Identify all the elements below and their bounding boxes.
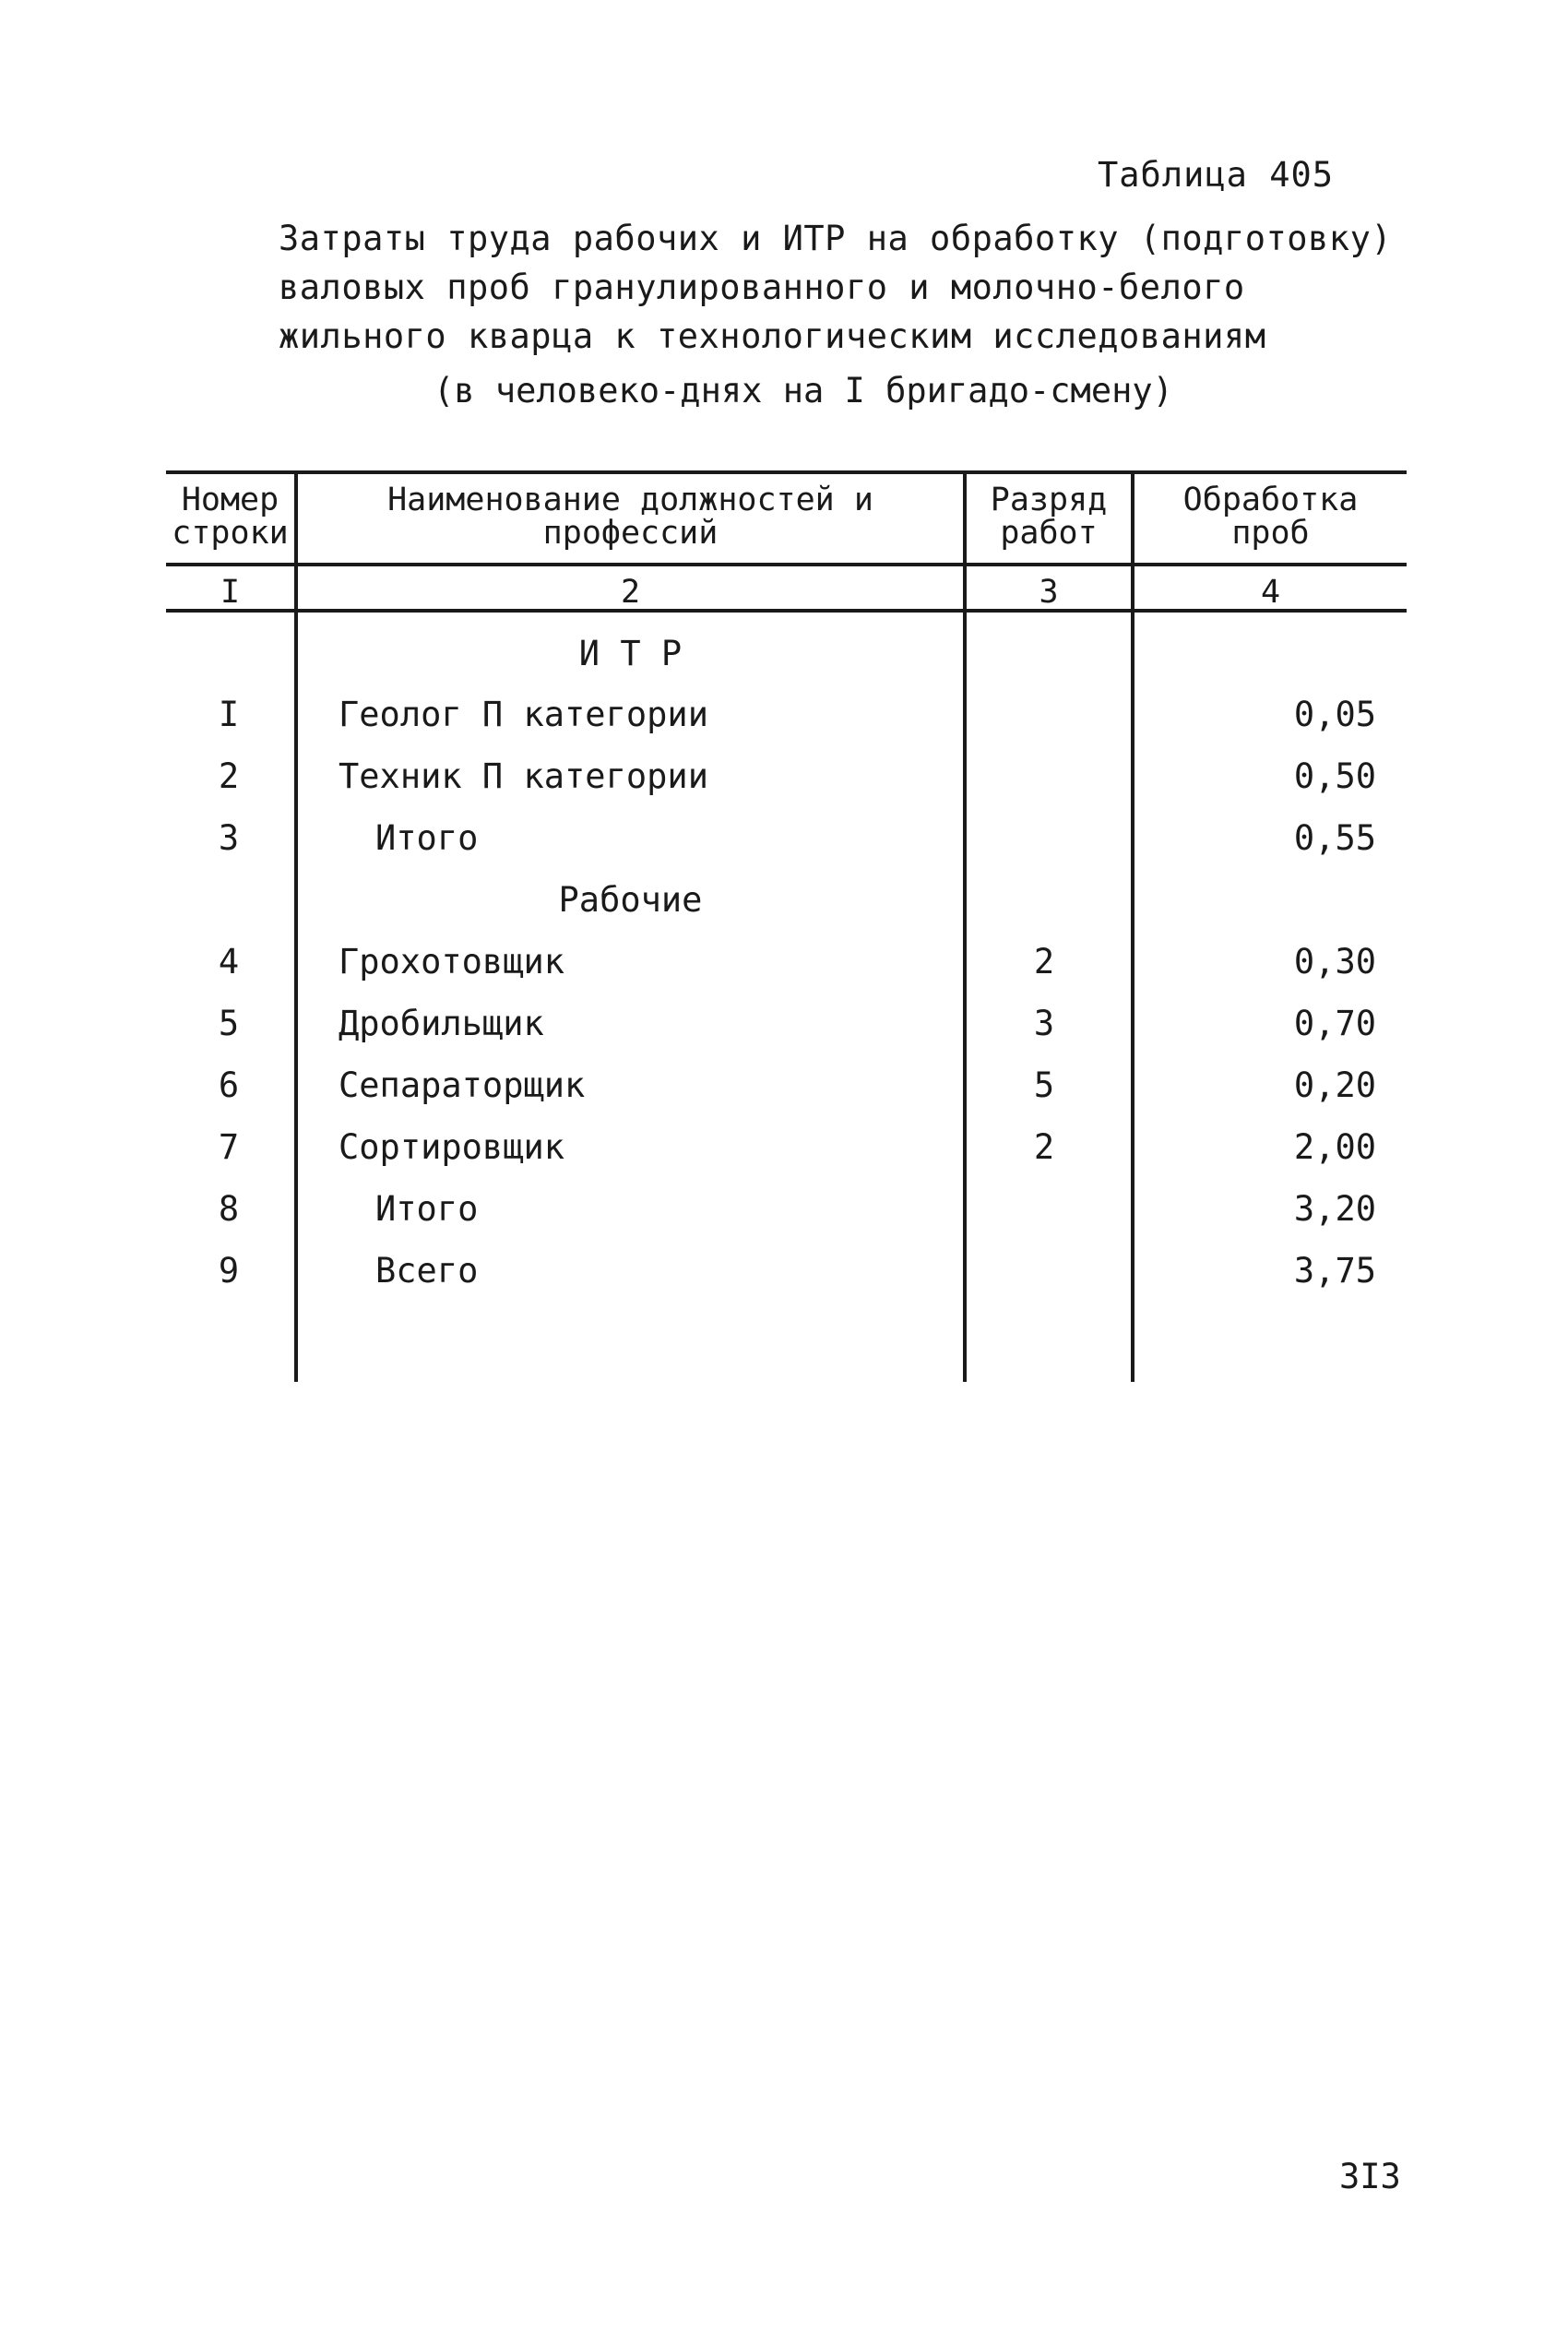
table-top-rule <box>166 470 1407 474</box>
row-number: 5 <box>218 1004 240 1043</box>
table-row <box>166 1189 1407 1244</box>
header-row-number-line-1: Номер <box>181 482 279 518</box>
processing-value: 0,05 <box>1293 695 1376 734</box>
labor-table <box>166 470 1407 1382</box>
total-label: Всего <box>375 1251 479 1291</box>
header-bottom-rule <box>166 563 1407 566</box>
work-grade: 2 <box>1033 942 1055 982</box>
header-work-grade-line-1: Разряд <box>990 482 1108 518</box>
caption-line-2: валовых проб гранулированного и молочно-белого <box>279 268 1245 307</box>
processing-value: 0,70 <box>1293 1004 1376 1043</box>
units-note: (в человеко-днях на I бригадо-смену) <box>434 371 1173 410</box>
table-caption <box>279 214 1392 361</box>
header-row-number <box>166 483 294 550</box>
column-number-4: 4 <box>1260 574 1281 611</box>
row-number: 3 <box>218 818 240 858</box>
column-number-3: 3 <box>1039 574 1059 611</box>
processing-value: 3,20 <box>1293 1189 1376 1229</box>
table-row <box>166 756 1407 812</box>
row-number: 9 <box>218 1251 240 1291</box>
processing-value: 0,30 <box>1293 942 1376 982</box>
row-number: I <box>218 695 240 734</box>
table-row <box>166 1127 1407 1183</box>
work-grade: 5 <box>1033 1065 1055 1105</box>
table-number: Таблица 405 <box>1098 155 1335 195</box>
position-name: Техник П категории <box>339 756 708 796</box>
table-row <box>166 1251 1407 1306</box>
position-name: Дробильщик <box>339 1004 544 1043</box>
processing-value: 3,75 <box>1293 1251 1376 1291</box>
row-number: 8 <box>218 1189 240 1229</box>
table-row <box>166 942 1407 997</box>
header-position-name <box>298 483 963 550</box>
header-work-grade <box>967 483 1131 550</box>
row-number: 2 <box>218 756 240 796</box>
row-number: 6 <box>218 1065 240 1105</box>
header-position-name-line-1: Наименование должностей и <box>387 482 873 518</box>
caption-line-1: Затраты труда рабочих и ИТР на обработку (подготовку) <box>279 219 1393 258</box>
work-grade: 3 <box>1033 1004 1055 1043</box>
table-row <box>166 695 1407 750</box>
row-number: 4 <box>218 942 240 982</box>
table-row <box>166 818 1407 874</box>
section-title-itr: И Т Р <box>578 634 683 673</box>
position-name: Грохотовщик <box>339 942 565 982</box>
position-name: Сепараторщик <box>339 1065 586 1105</box>
subtotal-label: Итого <box>375 1189 479 1229</box>
header-work-grade-line-2: работ <box>1000 515 1098 552</box>
position-name: Сортировщик <box>339 1127 565 1167</box>
position-name: Геолог П категории <box>339 695 708 734</box>
header-row-number-line-2: строки <box>172 515 289 552</box>
table-row <box>166 1065 1407 1121</box>
section-title-workers: Рабочие <box>558 880 703 920</box>
processing-value: 2,00 <box>1293 1127 1376 1167</box>
processing-value: 0,55 <box>1293 818 1376 858</box>
caption-line-3: жильного кварца к технологическим исследованиям <box>279 316 1266 356</box>
page-number: 3I3 <box>1339 2157 1401 2196</box>
header-position-name-line-2: профессий <box>542 515 719 552</box>
work-grade: 2 <box>1033 1127 1055 1167</box>
processing-value: 0,50 <box>1293 756 1376 796</box>
processing-value: 0,20 <box>1293 1065 1376 1105</box>
header-sample-processing-line-1: Обработка <box>1182 482 1359 518</box>
subtotal-label: Итого <box>375 818 479 858</box>
header-sample-processing-line-2: проб <box>1231 515 1310 552</box>
column-number-2: 2 <box>620 574 641 611</box>
column-number-1: I <box>220 574 241 611</box>
row-number: 7 <box>218 1127 240 1167</box>
header-sample-processing <box>1134 483 1407 550</box>
table-row <box>166 1004 1407 1059</box>
